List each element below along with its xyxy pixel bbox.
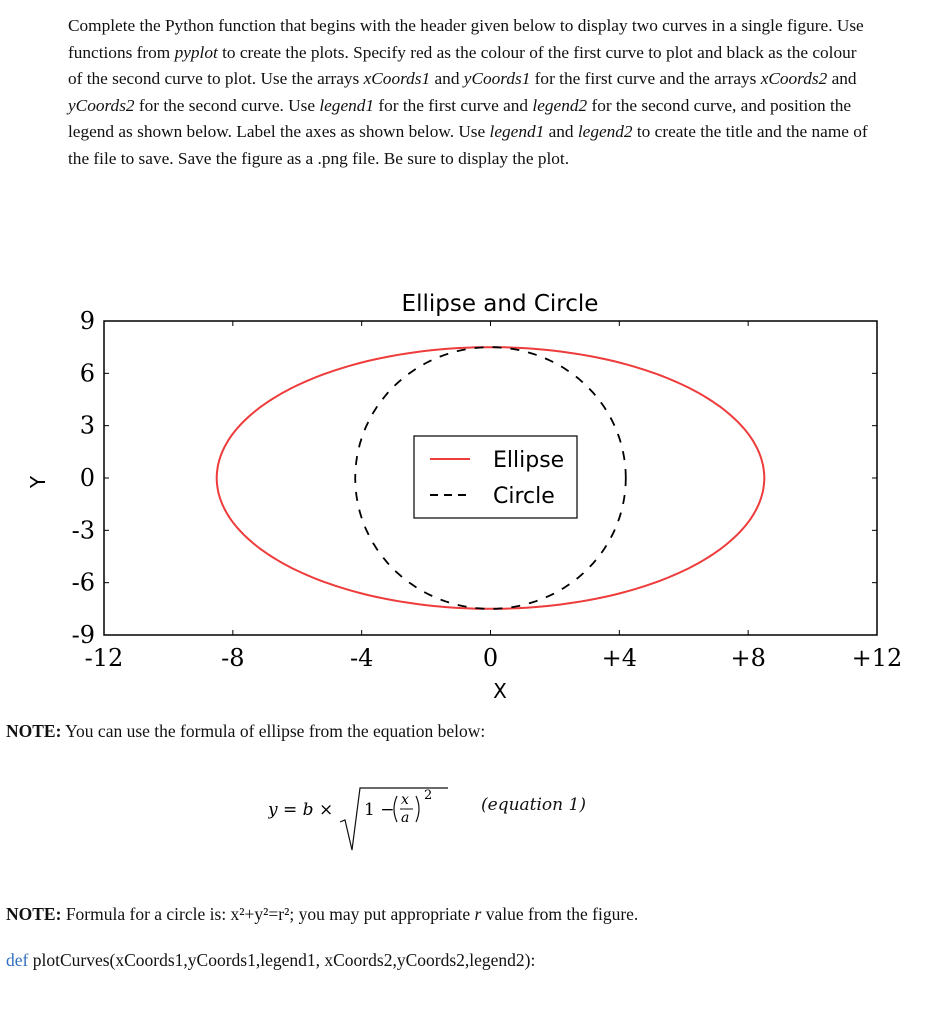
- legend: [414, 436, 577, 518]
- y-tick-label: 3: [79, 411, 95, 440]
- equation-power: 2: [424, 788, 433, 803]
- def-keyword: def: [6, 950, 29, 970]
- chart-title: Ellipse and Circle: [401, 291, 599, 317]
- equation-one-minus: 1 −: [364, 800, 395, 820]
- note-ellipse: NOTE: You can use the formula of ellipse from the equation below:: [6, 721, 486, 741]
- y-tick-label: 9: [79, 307, 95, 335]
- y-tick-label: -3: [71, 516, 95, 545]
- y-tick-label: -6: [71, 568, 95, 597]
- equation-graphic: [268, 782, 468, 852]
- x-tick-label: -8: [221, 644, 245, 672]
- x-tick-label: +8: [730, 644, 766, 672]
- function-header: [6, 950, 535, 971]
- x-tick-label: -12: [84, 644, 124, 672]
- equation-lhs: y = b ×: [268, 800, 334, 820]
- function-signature: plotCurves(xCoords1,yCoords1,legend1, xCoords2,yCoords2,legend2):: [28, 950, 536, 970]
- y-tick-label: -9: [71, 621, 95, 649]
- x-tick-label: -4: [349, 644, 374, 672]
- legend-ellipse-label: Ellipse: [493, 448, 565, 473]
- equation-frac-den: a: [401, 810, 410, 826]
- note-circle: NOTE: Formula for a circle is: x²+y²=r²; you may put appropriate r value from the figure.: [6, 904, 639, 924]
- y-tick-label: 0: [79, 464, 95, 492]
- x-tick-label: +12: [851, 644, 903, 672]
- x-tick-label: 0: [482, 644, 499, 672]
- legend-circle-label: Circle: [493, 484, 555, 509]
- equation-frac-num: x: [401, 792, 409, 808]
- ellipse-equation: [268, 782, 468, 857]
- x-tick-label: +4: [601, 644, 638, 672]
- equation-label: (equation 1): [481, 795, 586, 815]
- paren-right: [416, 796, 419, 822]
- question-paragraph: Complete the Python function that begins with the header given below to display two curves in a single figure. Use functions from pyplot to create the plots. Specify red as the colour of the first curve to plot and black as the colour of the second curve to plot. Use the arrays xCoords1 and yCoords1 for the first curve and the arrays xCoords2 and yCoords2 for the second curve. Use legend1 for the first curve and legend2 for the second curve, and position the legend as shown below. Label the axes as shown below. Use legend1 and legend2 to create the title and the name of the file to save. Save the figure as a .png file. Be sure to display the plot.: [68, 16, 868, 168]
- x-axis-label: X: [493, 679, 507, 703]
- y-tick-label: 6: [79, 359, 95, 388]
- y-axis-label: Y: [26, 475, 50, 489]
